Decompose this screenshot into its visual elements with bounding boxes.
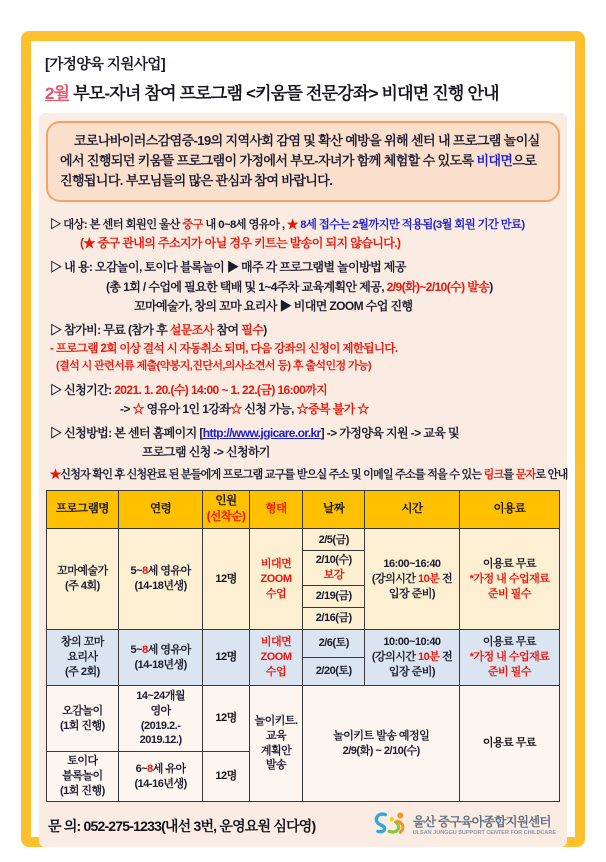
cell-art-date-4: 2/16(금) xyxy=(303,608,365,630)
col-header-fee: 이용료 xyxy=(459,491,559,529)
cell-art-date-1: 2/5(금) xyxy=(303,529,365,551)
cell-art-fee: 이용료 무료 *가정 내 수업재료 준비 필수 xyxy=(459,529,559,630)
program-category: [가정양육 지원사업] xyxy=(45,57,166,73)
cell-art-date-3: 2/19(금) xyxy=(303,586,365,608)
col-header-age: 연령 xyxy=(118,491,203,529)
cell-cook-date-2: 2/20(토) xyxy=(303,658,365,686)
cell-kit-shipping: 놀이키트 발송 예정일 2/9(화) ~ 2/10(수) xyxy=(303,686,459,802)
notice-target-note: (★ 중구 관내의 주소지가 아닐 경우 키트는 발송이 되지 않습니다.) xyxy=(80,236,401,251)
title-month: 2월 xyxy=(45,84,70,103)
table-header-row xyxy=(47,491,560,529)
center-name-korean: 울산 중구육아종합지원센터 xyxy=(412,815,551,830)
cell-art-format: 비대면 ZOOM 수업 xyxy=(249,529,303,630)
cell-blocks-capacity: 12명 xyxy=(203,752,249,802)
col-header-time: 시간 xyxy=(365,491,460,529)
notice-period-note: -> ☆ 영유아 1인 1강좌☆ 신청 가능, ☆중복 불가 ☆ xyxy=(120,401,369,416)
center-logo-icon xyxy=(371,809,409,842)
notice-content-note-2: 꼬마예술가, 창의 꼬마 요리사 ▶ 비대면 ZOOM 수업 진행 xyxy=(134,298,413,313)
cell-cook-age: 5~8세 영유아 (14-18년생) xyxy=(118,630,203,686)
notice-method-1: ▷ 신청방법: 본 센터 홈페이지 [http://www.jgicare.or.kr] -> 가정양육 지원 -> 교육 및 xyxy=(50,425,459,440)
notice-section xyxy=(46,202,568,490)
title-text: 부모-자녀 참여 프로그램 <키움뜰 전문강좌> 비대면 진행 안내 xyxy=(69,84,499,103)
table-row-cook xyxy=(47,630,560,658)
cell-cook-program: 창의 꼬마 요리사 (주 2회) xyxy=(47,630,119,686)
notice-method-2: 프로그램 신청 -> 신청하기 xyxy=(142,444,270,459)
cell-art-age: 5~8세 영유아 (14-18년생) xyxy=(118,529,203,630)
col-header-format: 형태 xyxy=(249,491,303,529)
intro-box: 코로나바이러스감염증-19의 지역사회 감염 및 확산 예방을 위해 센터 내 프로그램 놀이실에서 진행되던 키움뜰 프로그램이 가정에서 부모-자녀가 함께 체험할 수 있도록 비대면으로 진행됩니다. 부모님들의 많은 관심과 참여 바랍니다. xyxy=(46,121,560,202)
notice-content-note-1: (총 1회 / 수업에 필요한 택배 및 1~4주차 교육계획안 제공, 2/9(화)~2/10(수) 발송) xyxy=(106,279,493,294)
program-table xyxy=(46,490,560,802)
table-row-senses xyxy=(47,686,560,752)
notice-star-note: ★신청자 확인 후 신청완료 된 분들에게 프로그램 교구를 받으실 주소 및 이메일 주소를 적을 수 있는 링크를 문자로 안내 xyxy=(50,468,568,481)
cell-art-capacity: 12명 xyxy=(203,529,249,630)
cell-kit-format: 놀이키트. 교육 계획안 발송 xyxy=(249,686,303,802)
cell-art-time: 16:00~16:40 (강의시간 10분 전 입장 준비) xyxy=(365,529,460,630)
notice-absence-rule-1: - 프로그램 2회 이상 결석 시 자동취소 되며, 다음 강좌의 신청이 제한됩니다. xyxy=(50,342,398,355)
homepage-link[interactable]: http://www.jgicare.or.kr xyxy=(202,425,321,440)
center-name-english: ULSAN JUNGGU SUPPORT CENTER FOR CHILDCARE xyxy=(412,829,556,836)
footer xyxy=(46,802,560,842)
center-logo-text xyxy=(413,815,556,836)
table-row-art xyxy=(47,529,560,551)
cell-cook-fee: 이용료 무료 *가정 내 수업재료 준비 필수 xyxy=(459,630,559,686)
notice-content: ▷ 내 용: 오감놀이, 토이다 블록놀이 ▶ 매주 각 프로그램별 놀이방법 제공 xyxy=(50,260,406,275)
notice-target: ▷ 대상: 본 센터 회원인 울산 중구 내 0~8세 영유아 , ★ 8세 접수는 2월까지만 적용됨(3월 회원 기간 만료) xyxy=(50,219,525,232)
cell-cook-date-1: 2/6(토) xyxy=(303,630,365,658)
col-header-program: 프로그램명 xyxy=(47,491,119,529)
cell-senses-age: 14~24개월 영아 (2019.2.- 2019.12.) xyxy=(118,686,203,752)
notice-period: ▷ 신청기간: 2021. 1. 20.(수) 14:00 ~ 1. 22.(금) 16:00까지 xyxy=(50,382,328,397)
cell-art-date-2: 2/10(수) 보강 xyxy=(303,551,365,586)
cell-art-program: 꼬마예술가 (주 4회) xyxy=(47,529,119,630)
cell-senses-program: 오감놀이 (1회 진행) xyxy=(47,686,119,752)
cell-cook-format: 비대면 ZOOM 수업 xyxy=(249,630,303,686)
col-header-capacity: 인원 (선착순) xyxy=(203,491,249,529)
contact-info: 문 의: 052-275-1233(내선 3번, 운영요원 심다영) xyxy=(48,817,316,834)
content-panel xyxy=(39,113,567,847)
cell-cook-time: 10:00~10:40 (강의시간 10분 전 입장 준비) xyxy=(365,630,460,686)
col-header-date: 날짜 xyxy=(303,491,365,529)
cell-blocks-age: 6~8세 유아 (14-16년생) xyxy=(118,752,203,802)
page-title xyxy=(39,76,567,113)
cell-senses-capacity: 12명 xyxy=(203,686,249,752)
cell-cook-capacity: 12명 xyxy=(203,630,249,686)
notice-fee: ▷ 참가비: 무료 (참가 후 설문조사 참여 필수) xyxy=(50,322,267,337)
center-logo xyxy=(371,809,556,842)
cell-blocks-program: 토이다 블록놀이 (1회 진행) xyxy=(47,752,119,802)
notice-absence-rule-2: (결석 시 관련서류 제출(약봉지,진단서,의사소견서 등) 후 출석인정 가능) xyxy=(56,359,372,372)
flyer-frame xyxy=(21,31,585,847)
cell-kit-fee: 이용료 무료 xyxy=(459,686,559,802)
